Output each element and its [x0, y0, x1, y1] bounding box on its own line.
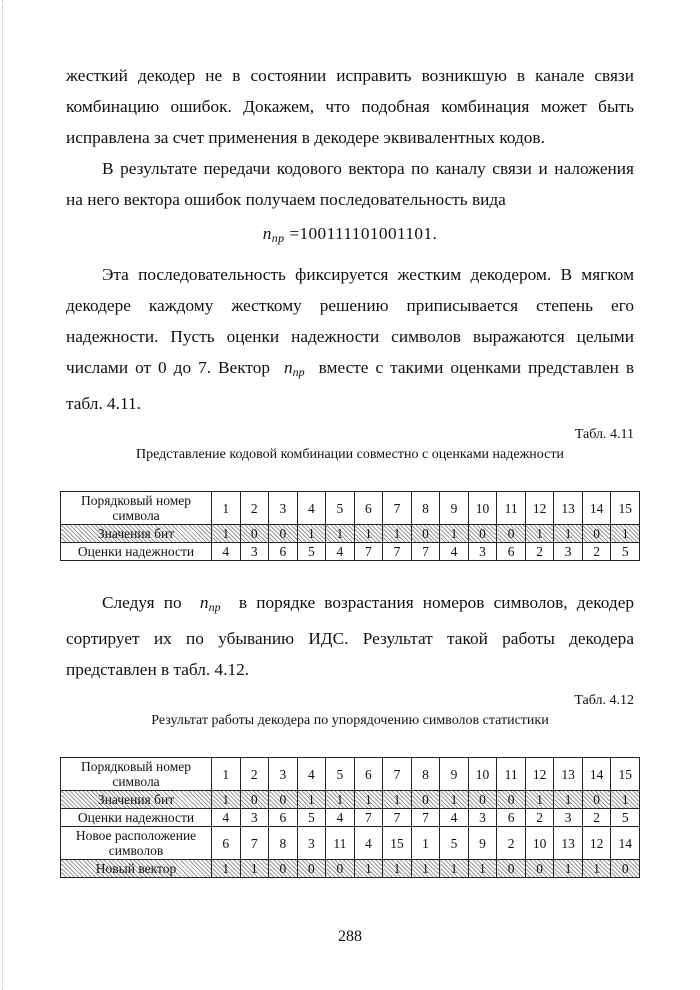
- table-cell: 1: [554, 791, 583, 809]
- table-cell: 11: [326, 827, 355, 860]
- table-cell: 1: [411, 860, 440, 878]
- table-cell: 1: [212, 492, 241, 525]
- table-cell: 1: [212, 791, 241, 809]
- table-cell: 0: [269, 860, 298, 878]
- table-cell: 3: [240, 543, 269, 561]
- table-cell: 1: [354, 791, 383, 809]
- table-cell: 6: [497, 809, 526, 827]
- table-cell: 7: [354, 809, 383, 827]
- page-edge-dots: [2, 0, 3, 990]
- row-label: Оценки надежности: [61, 809, 212, 827]
- table-cell: 0: [611, 860, 640, 878]
- table-cell: 13: [554, 827, 583, 860]
- table-cell: 0: [468, 791, 497, 809]
- table-cell: 1: [354, 525, 383, 543]
- table-cell: 0: [297, 860, 326, 878]
- inline-variable: $n_{пр}$: [199, 593, 221, 614]
- table-cell: 10: [468, 492, 497, 525]
- table-4-11: [60, 491, 640, 561]
- table-cell: 4: [297, 492, 326, 525]
- table-cell: 14: [582, 492, 611, 525]
- page-number: 288: [338, 928, 362, 945]
- table-4-12: [60, 757, 640, 878]
- table-cell: 1: [440, 860, 469, 878]
- table-cell: 6: [354, 492, 383, 525]
- table-cell: 10: [468, 758, 497, 791]
- table-cell: 7: [383, 809, 412, 827]
- table-cell: 1: [582, 860, 611, 878]
- table-cell: 1: [611, 525, 640, 543]
- table-cell: 9: [440, 492, 469, 525]
- paragraph-4: Следуя по $n_{пр}$ в порядке возрастания номеров символов, декодер сортирует их по убыванию ИДС. Результат такой работы декодера представлен в табл. 4.12.: [66, 593, 635, 679]
- table-cell: 2: [582, 809, 611, 827]
- table-cell: 3: [269, 758, 298, 791]
- table-cell: 3: [269, 492, 298, 525]
- table-cell: 6: [269, 809, 298, 827]
- formula-value: =100111101001101.: [289, 224, 438, 243]
- table-cell: 4: [297, 758, 326, 791]
- table-cell: 7: [411, 543, 440, 561]
- table-cell: 9: [468, 827, 497, 860]
- row-label: Порядковый номер символа: [61, 492, 212, 525]
- table-cell: 5: [297, 543, 326, 561]
- row-label: Порядковый номер символа: [61, 758, 212, 791]
- paragraph-3: Эта последовательность фиксируется жестким декодером. В мягком декодере каждому жесткому решению приписывается степень его надежности. Пусть оценки надежности символов выражаются целыми числами от 0 до 7. Вектор $n_{пр}$ вместе с такими оценками представлен в табл. 4.11.: [66, 265, 635, 413]
- row-label: Значения бит: [61, 525, 212, 543]
- table-cell: 6: [354, 758, 383, 791]
- table-cell: 12: [582, 827, 611, 860]
- table-cell: 1: [440, 791, 469, 809]
- table-cell: 8: [411, 758, 440, 791]
- table-cell: 7: [383, 492, 412, 525]
- table-2-number: Табл. 4.12: [574, 693, 634, 708]
- table-cell: 1: [212, 758, 241, 791]
- table-cell: 4: [440, 543, 469, 561]
- table-cell: 3: [468, 809, 497, 827]
- table-cell: 4: [326, 809, 355, 827]
- table-cell: 11: [497, 492, 526, 525]
- table-cell: 1: [525, 525, 554, 543]
- table-cell: 0: [468, 525, 497, 543]
- table-cell: 5: [326, 492, 355, 525]
- formula-received-sequence: [66, 217, 634, 255]
- table-cell: 4: [212, 809, 241, 827]
- table-cell: 1: [297, 525, 326, 543]
- table-cell: 0: [582, 791, 611, 809]
- table-cell: 14: [611, 827, 640, 860]
- row-label: Оценки надежности: [61, 543, 212, 561]
- table-cell: 1: [212, 860, 241, 878]
- table-cell: 0: [326, 860, 355, 878]
- table-cell: 0: [269, 525, 298, 543]
- table-cell: 9: [440, 758, 469, 791]
- table-cell: 15: [611, 758, 640, 791]
- table-cell: 5: [611, 543, 640, 561]
- table-cell: 14: [582, 758, 611, 791]
- table-cell: 6: [497, 543, 526, 561]
- document-page: [66, 60, 634, 878]
- table-cell: 11: [497, 758, 526, 791]
- table-cell: 0: [497, 791, 526, 809]
- table-cell: 6: [212, 827, 241, 860]
- table-cell: 13: [554, 492, 583, 525]
- table-cell: 10: [525, 827, 554, 860]
- table-cell: 3: [468, 543, 497, 561]
- table-cell: 0: [497, 525, 526, 543]
- table-cell: 7: [383, 758, 412, 791]
- table-cell: 1: [354, 860, 383, 878]
- table-cell: 0: [525, 860, 554, 878]
- table-cell: 1: [611, 791, 640, 809]
- table-cell: 1: [383, 860, 412, 878]
- table-cell: 7: [383, 543, 412, 561]
- table-cell: 1: [468, 860, 497, 878]
- table-row: [61, 492, 640, 525]
- table-cell: 1: [554, 860, 583, 878]
- table-cell: 6: [269, 543, 298, 561]
- table-cell: 2: [525, 543, 554, 561]
- table-cell: 4: [212, 543, 241, 561]
- table-cell: 13: [554, 758, 583, 791]
- table-cell: 5: [440, 827, 469, 860]
- table-cell: 7: [354, 543, 383, 561]
- table-cell: 0: [240, 791, 269, 809]
- table-row: [61, 827, 640, 860]
- table-cell: 2: [240, 758, 269, 791]
- table-cell: 1: [240, 860, 269, 878]
- table-cell: 4: [440, 809, 469, 827]
- table-cell: 5: [611, 809, 640, 827]
- table-cell: 0: [497, 860, 526, 878]
- table-cell: 5: [326, 758, 355, 791]
- table-cell: 8: [411, 492, 440, 525]
- paragraph-1: жесткий декодер не в состоянии исправить возникшую в канале связи комбинацию ошибок. Докажем, что подобная комбинация может быть исправлена за счет применения в декодере эквивалентных кодов.: [66, 66, 634, 147]
- table-cell: 4: [354, 827, 383, 860]
- table-cell: 4: [326, 543, 355, 561]
- table-cell: 1: [440, 525, 469, 543]
- table-cell: 1: [411, 827, 440, 860]
- table-cell: 1: [326, 525, 355, 543]
- table-cell: 3: [554, 809, 583, 827]
- table-cell: 1: [383, 791, 412, 809]
- table-cell: 2: [240, 492, 269, 525]
- table-cell: 3: [297, 827, 326, 860]
- table-cell: 2: [497, 827, 526, 860]
- table-row: [61, 525, 640, 543]
- table-cell: 1: [297, 791, 326, 809]
- table-cell: 0: [411, 791, 440, 809]
- table-row: [61, 543, 640, 561]
- table-cell: 12: [525, 758, 554, 791]
- table-cell: 8: [269, 827, 298, 860]
- table-cell: 3: [554, 543, 583, 561]
- table-row: [61, 809, 640, 827]
- table-1-number: Табл. 4.11: [574, 427, 634, 442]
- table-row: [61, 860, 640, 878]
- table-cell: 12: [525, 492, 554, 525]
- table-cell: 1: [383, 525, 412, 543]
- table-cell: 7: [411, 809, 440, 827]
- table-1-title: Представление кодовой комбинации совместно с оценками надежности: [136, 447, 564, 462]
- formula-variable: $n_{пр}$: [262, 224, 285, 245]
- table-cell: 0: [582, 525, 611, 543]
- table-cell: 1: [212, 525, 241, 543]
- table-2-title: Результат работы декодера по упорядочению символов статистики: [151, 713, 549, 728]
- paragraph-2: В результате передачи кодового вектора по каналу связи и наложения на него вектора ошибок получаем последовательность вида: [66, 159, 634, 209]
- table-cell: 15: [611, 492, 640, 525]
- table-cell: 1: [326, 791, 355, 809]
- table-cell: 2: [525, 809, 554, 827]
- row-label: Новый вектор: [61, 860, 212, 878]
- table-cell: 5: [297, 809, 326, 827]
- table-cell: 0: [269, 791, 298, 809]
- row-label: Новое расположение символов: [61, 827, 212, 860]
- table-row: [61, 791, 640, 809]
- table-cell: 0: [240, 525, 269, 543]
- table-cell: 1: [525, 791, 554, 809]
- table-cell: 3: [240, 809, 269, 827]
- table-cell: 7: [240, 827, 269, 860]
- table-cell: 2: [582, 543, 611, 561]
- table-cell: 0: [411, 525, 440, 543]
- table-cell: 1: [554, 525, 583, 543]
- inline-variable: $n_{пр}$: [284, 358, 305, 379]
- table-cell: 15: [383, 827, 412, 860]
- row-label: Значения бит: [61, 791, 212, 809]
- table-row: [61, 758, 640, 791]
